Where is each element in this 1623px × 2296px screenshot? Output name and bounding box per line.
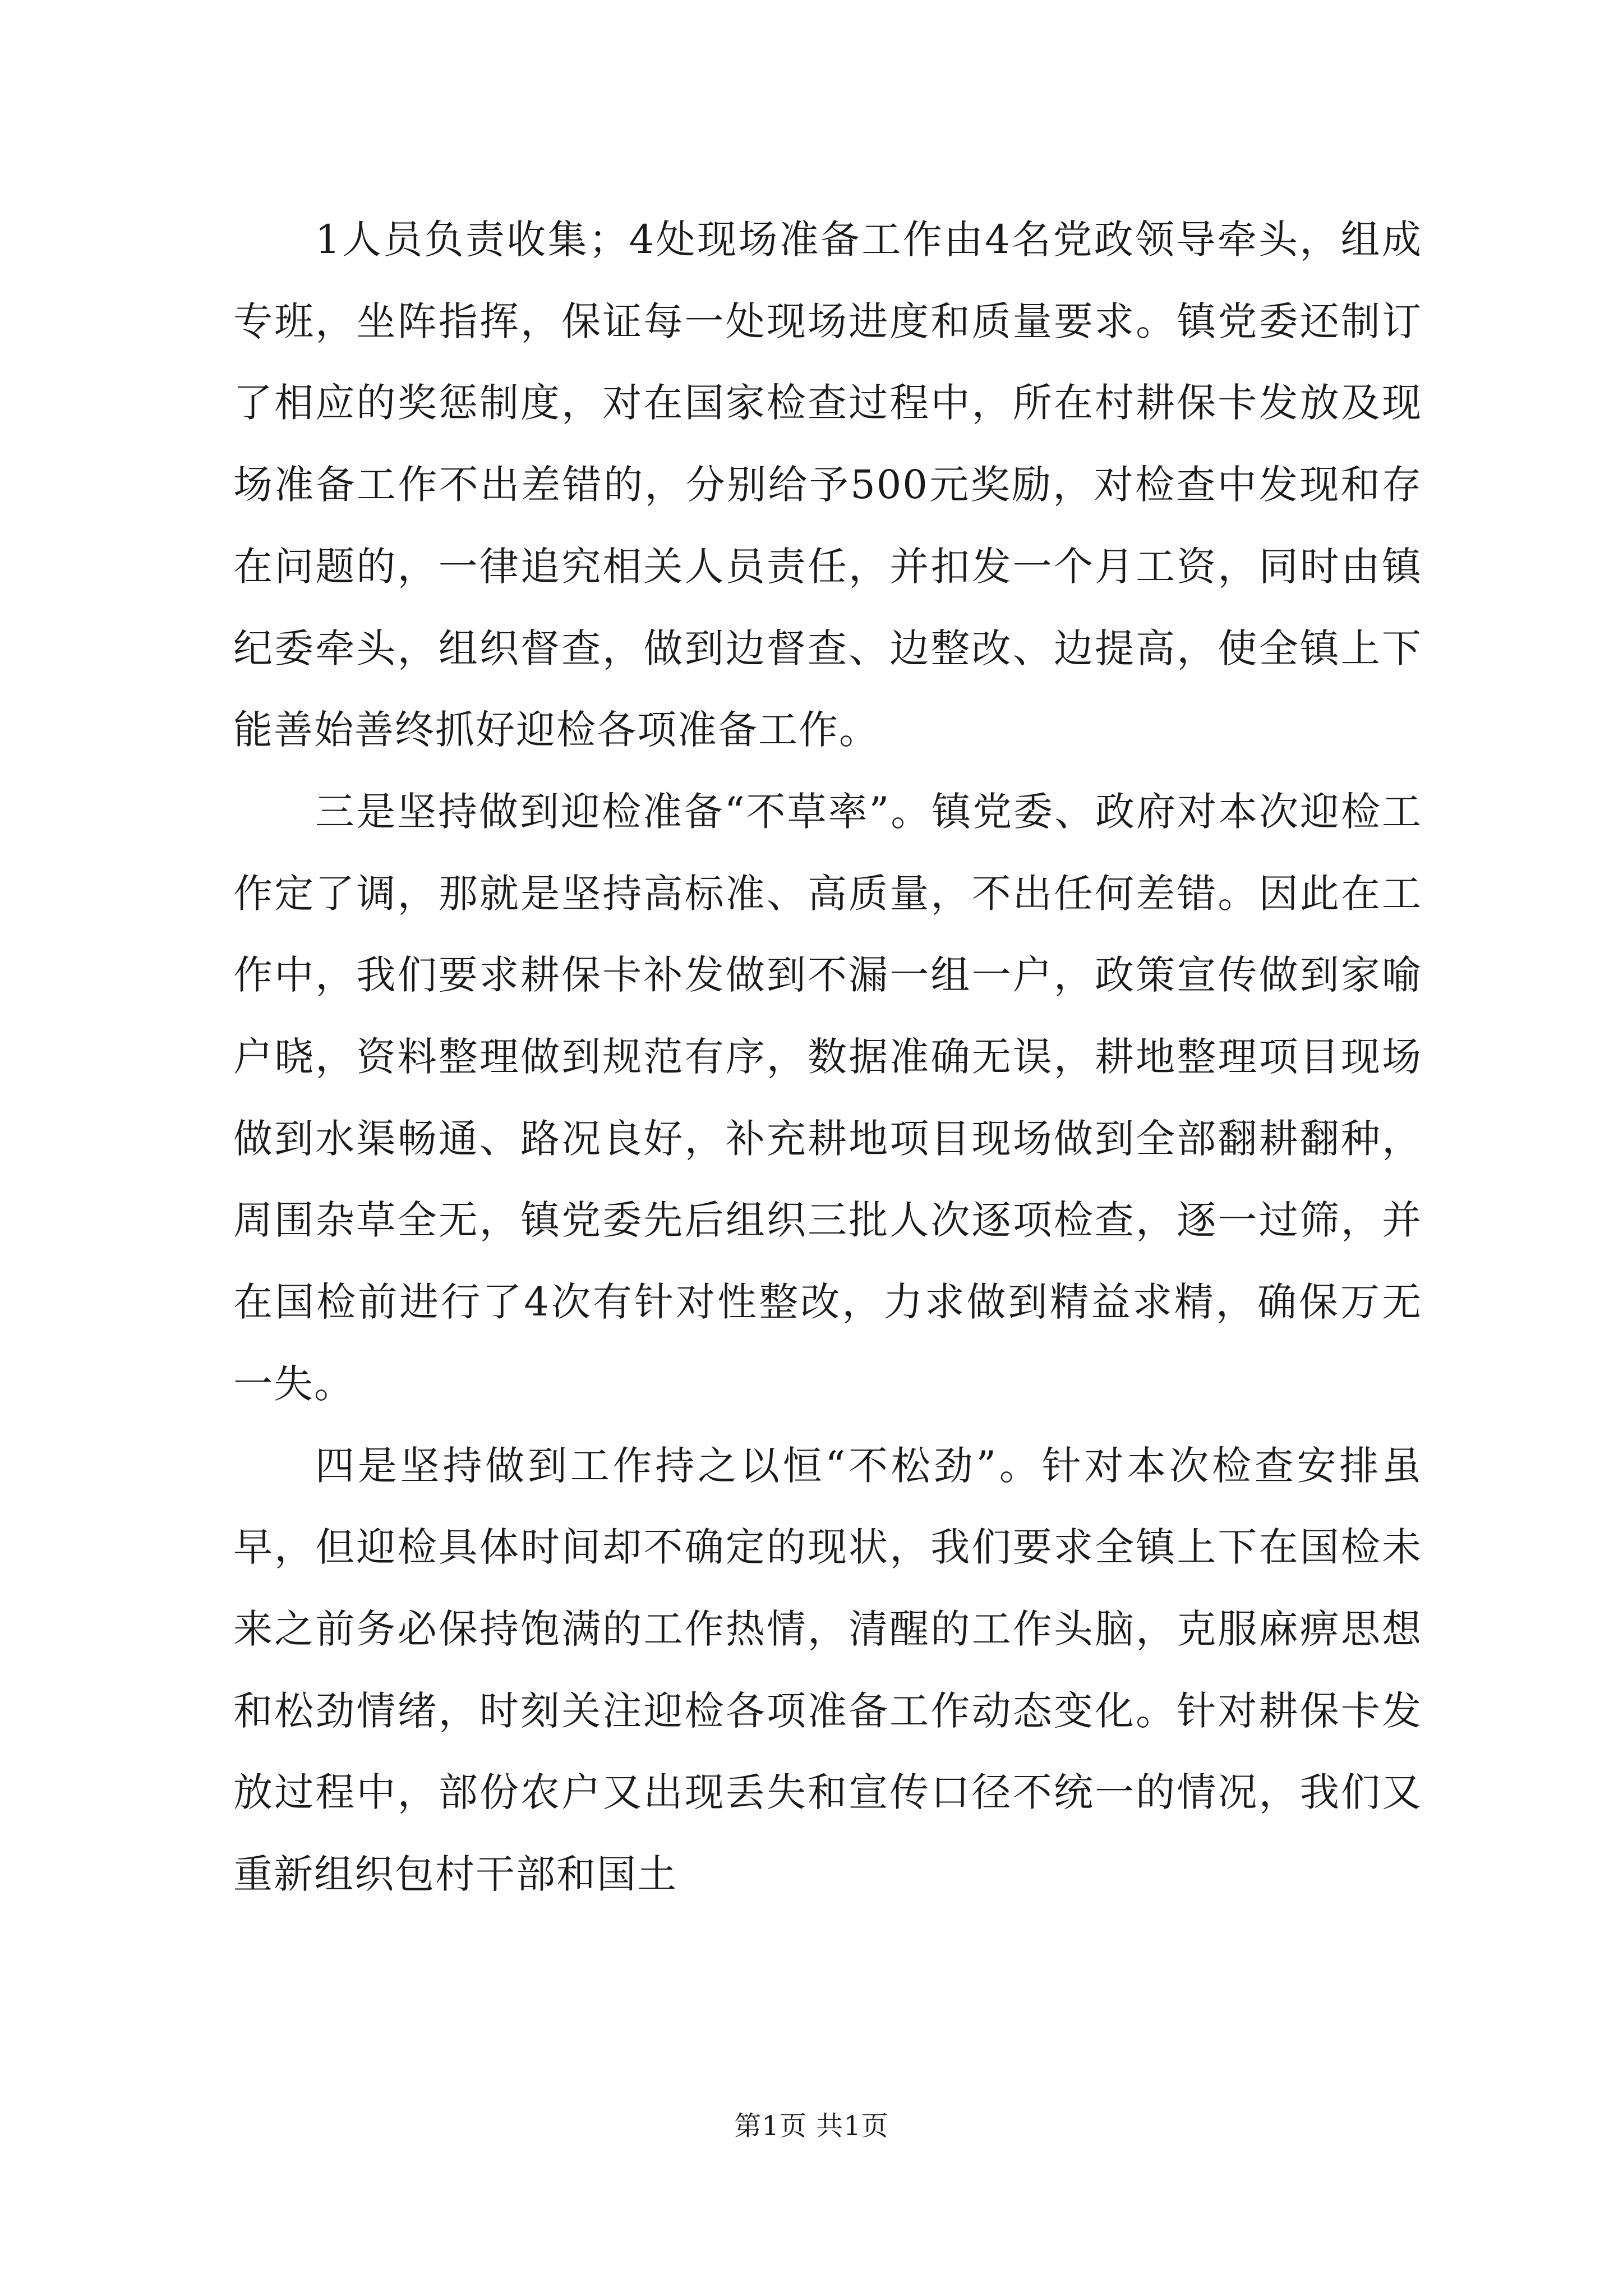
paragraph-1: 1人员负责收集；4处现场准备工作由4名党政领导牵头，组成专班，坐阵指挥，保证每一处现场进度和质量要求。镇党委还制订了相应的奖惩制度，对在国家检查过程中，所在村耕保卡发放及现场准备工作不出差错的，分别给予500元奖励，对检查中发现和存在问题的，一律追究相关人员责任，并扣发一个月工资，同时由镇纪委牵头，组织督查，做到边督查、边整改、边提高，使全镇上下能善始善终抓好迎检各项准备工作。 [233, 217, 1422, 753]
paragraph-3: 四是坚持做到工作持之以恒“不松劲”。针对本次检查安排虽早，但迎检具体时间却不确定的现状，我们要求全镇上下在国检未来之前务必保持饱满的工作热情，清醒的工作头脑，克服麻痹思想和松劲情绪，时刻关注迎检各项准备工作动态变化。针对耕保卡发放过程中，部份农户又出现丢失和宣传口径不统一的情况，我们又重新组织包村干部和国土 [233, 1442, 1422, 1898]
paragraph-2: 三是坚持做到迎检准备“不草率”。镇党委、政府对本次迎检工作定了调，那就是坚持高标准、高质量，不出任何差错。因此在工作中，我们要求耕保卡补发做到不漏一组一户，政策宣传做到家喻户晓，资料整理做到规范有序，数据准确无误，耕地整理项目现场做到水渠畅通、路况良好，补充耕地项目现场做到全部翻耕翻种，周围杂草全无，镇党委先后组织三批人次逐项检查，逐一过筛，并在国检前进行了4次有针对性整改，力求做到精益求精，确保万无一失。 [233, 788, 1422, 1407]
document-body [233, 199, 1422, 1916]
page-footer: 第1页 共1页 [734, 2110, 889, 2142]
